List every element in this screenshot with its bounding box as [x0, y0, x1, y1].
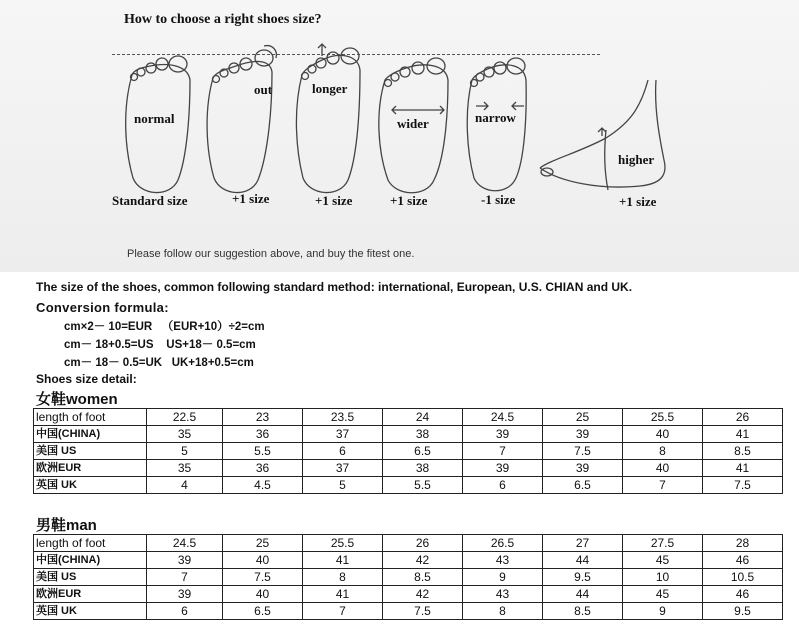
size-cell: 6 — [303, 443, 383, 460]
size-cell: 6.5 — [543, 477, 623, 494]
row-label: 英国 UK — [34, 603, 147, 620]
size-cell: 24.5 — [147, 535, 223, 552]
row-label: 欧洲EUR — [34, 460, 147, 477]
size-cell: 39 — [543, 426, 623, 443]
foot-label-out: out — [254, 82, 273, 97]
size-cell: 5.5 — [223, 443, 303, 460]
size-cell: 46 — [703, 586, 783, 603]
women-size-table — [33, 408, 783, 494]
size-cell: 7.5 — [383, 603, 463, 620]
size-cell: 44 — [543, 586, 623, 603]
size-cell: 6.5 — [383, 443, 463, 460]
size-cell: 37 — [303, 460, 383, 477]
foot-out-icon — [207, 46, 276, 193]
size-cell: 5.5 — [383, 477, 463, 494]
size-cell: 41 — [703, 460, 783, 477]
row-label: 欧洲EUR — [34, 586, 147, 603]
size-cell: 5 — [303, 477, 383, 494]
size-cell: 35 — [147, 460, 223, 477]
size-cell: 45 — [623, 552, 703, 569]
row-label: 英国 UK — [34, 477, 147, 494]
table-row — [34, 409, 783, 426]
size-cell: 9 — [623, 603, 703, 620]
size-cell: 6 — [147, 603, 223, 620]
table-row — [34, 535, 783, 552]
size-cell: 44 — [543, 552, 623, 569]
row-label: length of foot — [34, 409, 147, 426]
row-label: length of foot — [34, 535, 147, 552]
table-row — [34, 603, 783, 620]
table-row — [34, 569, 783, 586]
size-cell: 24 — [383, 409, 463, 426]
size-cell: 39 — [543, 460, 623, 477]
size-cell: 7 — [623, 477, 703, 494]
table-row — [34, 443, 783, 460]
size-hint-narrow: -1 size — [481, 192, 516, 207]
table-row — [34, 477, 783, 494]
size-cell: 7 — [463, 443, 543, 460]
size-cell: 28 — [703, 535, 783, 552]
women-section-title: 女鞋women — [36, 391, 118, 408]
size-cell: 5 — [147, 443, 223, 460]
size-cell: 27.5 — [623, 535, 703, 552]
row-label: 中国(CHINA) — [34, 426, 147, 443]
size-cell: 39 — [463, 426, 543, 443]
size-hint-out: +1 size — [232, 191, 270, 206]
suggestion-text: Please follow our suggestion above, and buy the fitest one. — [127, 248, 415, 260]
foot-label-narrow: narrow — [475, 110, 516, 125]
size-cell: 39 — [147, 586, 223, 603]
size-hint-wider: +1 size — [390, 193, 428, 208]
foot-label-wider: wider — [397, 116, 429, 131]
table-row — [34, 460, 783, 477]
size-cell: 25 — [223, 535, 303, 552]
size-cell: 43 — [463, 552, 543, 569]
size-cell: 36 — [223, 460, 303, 477]
size-cell: 25.5 — [623, 409, 703, 426]
size-hint-longer: +1 size — [315, 193, 353, 208]
size-cell: 8.5 — [383, 569, 463, 586]
foot-label-normal: normal — [134, 111, 175, 126]
size-cell: 4.5 — [223, 477, 303, 494]
size-cell: 27 — [543, 535, 623, 552]
size-cell: 38 — [383, 460, 463, 477]
size-cell: 26 — [383, 535, 463, 552]
size-cell: 8 — [463, 603, 543, 620]
size-cell: 8.5 — [543, 603, 623, 620]
formula-uk: cm－ 18－ 0.5=UK UK+18+0.5=cm — [64, 357, 254, 369]
size-cell: 41 — [303, 552, 383, 569]
formula-eur: cm×2－ 10=EUR （EUR+10）÷2=cm — [64, 321, 265, 333]
size-cell: 26.5 — [463, 535, 543, 552]
foot-longer-icon — [296, 44, 360, 193]
size-cell: 43 — [463, 586, 543, 603]
formula-us: cm－ 18+0.5=US US+18－ 0.5=cm — [64, 339, 256, 351]
size-cell: 23 — [223, 409, 303, 426]
size-cell: 41 — [703, 426, 783, 443]
size-cell: 25.5 — [303, 535, 383, 552]
size-cell: 40 — [623, 460, 703, 477]
size-cell: 39 — [147, 552, 223, 569]
size-cell: 9.5 — [543, 569, 623, 586]
size-cell: 6 — [463, 477, 543, 494]
size-cell: 24.5 — [463, 409, 543, 426]
size-cell: 42 — [383, 586, 463, 603]
table-row — [34, 552, 783, 569]
size-cell: 36 — [223, 426, 303, 443]
size-cell: 39 — [463, 460, 543, 477]
size-cell: 4 — [147, 477, 223, 494]
size-cell: 35 — [147, 426, 223, 443]
foot-higher-icon — [540, 80, 665, 190]
size-cell: 7.5 — [223, 569, 303, 586]
size-cell: 6.5 — [223, 603, 303, 620]
size-cell: 40 — [623, 426, 703, 443]
size-cell: 7 — [147, 569, 223, 586]
size-cell: 10.5 — [703, 569, 783, 586]
size-cell: 45 — [623, 586, 703, 603]
size-cell: 9.5 — [703, 603, 783, 620]
size-cell: 7.5 — [543, 443, 623, 460]
foot-label-longer: longer — [312, 81, 348, 96]
standard-intro: The size of the shoes, common following standard method: international, European, U.S. CHIAN and UK. — [36, 280, 633, 294]
size-cell: 25 — [543, 409, 623, 426]
foot-illustrations — [0, 0, 799, 272]
size-cell: 37 — [303, 426, 383, 443]
size-cell: 40 — [223, 586, 303, 603]
guide-title: How to choose a right shoes size? — [124, 12, 322, 27]
size-cell: 7 — [303, 603, 383, 620]
row-label: 中国(CHINA) — [34, 552, 147, 569]
row-label: 美国 US — [34, 443, 147, 460]
size-cell: 46 — [703, 552, 783, 569]
size-detail-heading: Shoes size detail: — [36, 372, 137, 386]
size-cell: 22.5 — [147, 409, 223, 426]
men-section-title: 男鞋man — [36, 517, 97, 534]
size-cell: 40 — [223, 552, 303, 569]
size-cell: 9 — [463, 569, 543, 586]
size-hint-normal: Standard size — [112, 193, 188, 208]
size-cell: 42 — [383, 552, 463, 569]
size-cell: 41 — [303, 586, 383, 603]
men-size-table — [33, 534, 783, 620]
size-cell: 38 — [383, 426, 463, 443]
size-cell: 8 — [623, 443, 703, 460]
foot-label-higher: higher — [618, 152, 655, 167]
conversion-heading: Conversion formula: — [36, 300, 169, 315]
size-cell: 10 — [623, 569, 703, 586]
size-cell: 23.5 — [303, 409, 383, 426]
row-label: 美国 US — [34, 569, 147, 586]
size-cell: 26 — [703, 409, 783, 426]
table-row — [34, 426, 783, 443]
size-cell: 7.5 — [703, 477, 783, 494]
size-cell: 8 — [303, 569, 383, 586]
table-row — [34, 586, 783, 603]
size-hint-higher: +1 size — [619, 194, 657, 209]
size-cell: 8.5 — [703, 443, 783, 460]
